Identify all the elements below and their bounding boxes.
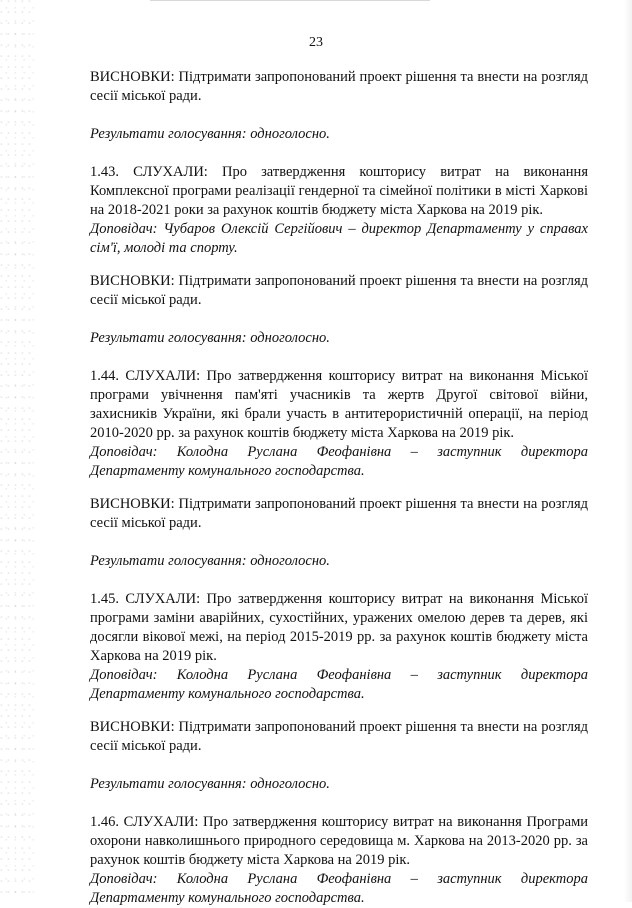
- conclusion-paragraph-1-45: ВИСНОВКИ: Підтримати запропонований проект рішення та внести на розгляд сесії міської ради.: [90, 719, 588, 754]
- speaker-paragraph-1-44: Доповідач: Колодна Руслана Феофанівна – заступник директора Департаменту комунального господарства.: [90, 444, 588, 479]
- heard-paragraph-1-43: 1.43. СЛУХАЛИ: Про затвердження кошторису витрат на виконання Комплексної програми реалізації гендерної та сімейної політики в місті Харкові на 2018-2021 роки за рахунок коштів бюджету міста Харкова на 2019 рік.: [90, 164, 588, 218]
- scan-edge-noise: [0, 0, 34, 902]
- scan-top-line: [150, 0, 430, 1]
- document-body: [90, 68, 588, 908]
- conclusion-paragraph-1-43: ВИСНОВКИ: Підтримати запропонований проект рішення та внести на розгляд сесії міської ради.: [90, 273, 588, 308]
- speaker-paragraph-1-46: Доповідач: Колодна Руслана Феофанівна – заступник директора Департаменту комунального господарства.: [90, 871, 588, 906]
- heard-paragraph-1-46: 1.46. СЛУХАЛИ: Про затвердження кошторису витрат на виконання Програми охорони навколишнього природного середовища м. Харкова на 2013-2020 рр. за рахунок коштів бюджету міста Харкова на 2019 рік.: [90, 814, 588, 868]
- conclusion-paragraph-1-44: ВИСНОВКИ: Підтримати запропонований проект рішення та внести на розгляд сесії міської ради.: [90, 496, 588, 531]
- heard-paragraph-1-45: 1.45. СЛУХАЛИ: Про затвердження кошторису витрат на виконання Міської програми заміни аварійних, сухостійних, уражених омелою дерев та дерев, які досягли вікової межі, на період 2015-2019 рр. за рахунок коштів бюджету міста Харкова на 2019 рік.: [90, 591, 588, 664]
- vote-result-1-44: Результати голосування: одноголосно.: [90, 553, 330, 569]
- vote-result-1-43: Результати голосування: одноголосно.: [90, 330, 330, 346]
- speaker-paragraph-1-43: Доповідач: Чубаров Олексій Сергійович – директор Департаменту у справах сім'ї, молоді та спорту.: [90, 221, 588, 256]
- scan-edge-shadow: [624, 0, 632, 902]
- vote-result-1-45: Результати голосування: одноголосно.: [90, 776, 330, 792]
- vote-result: Результати голосування: одноголосно.: [90, 126, 330, 142]
- page-number: 23: [309, 35, 323, 50]
- heard-paragraph-1-44: 1.44. СЛУХАЛИ: Про затвердження кошторису витрат на виконання Міської програми увічнення пам'яті учасників та жертв Другої світової війни, захисників України, які брали участь в антитерористичній операції, на період 2010-2020 рр. за рахунок коштів бюджету міста Харкова на 2019 рік.: [90, 368, 588, 441]
- conclusion-paragraph: ВИСНОВКИ: Підтримати запропонований проект рішення та внести на розгляд сесії міської ради.: [90, 69, 588, 104]
- speaker-paragraph-1-45: Доповідач: Колодна Руслана Феофанівна – заступник директора Департаменту комунального господарства.: [90, 667, 588, 702]
